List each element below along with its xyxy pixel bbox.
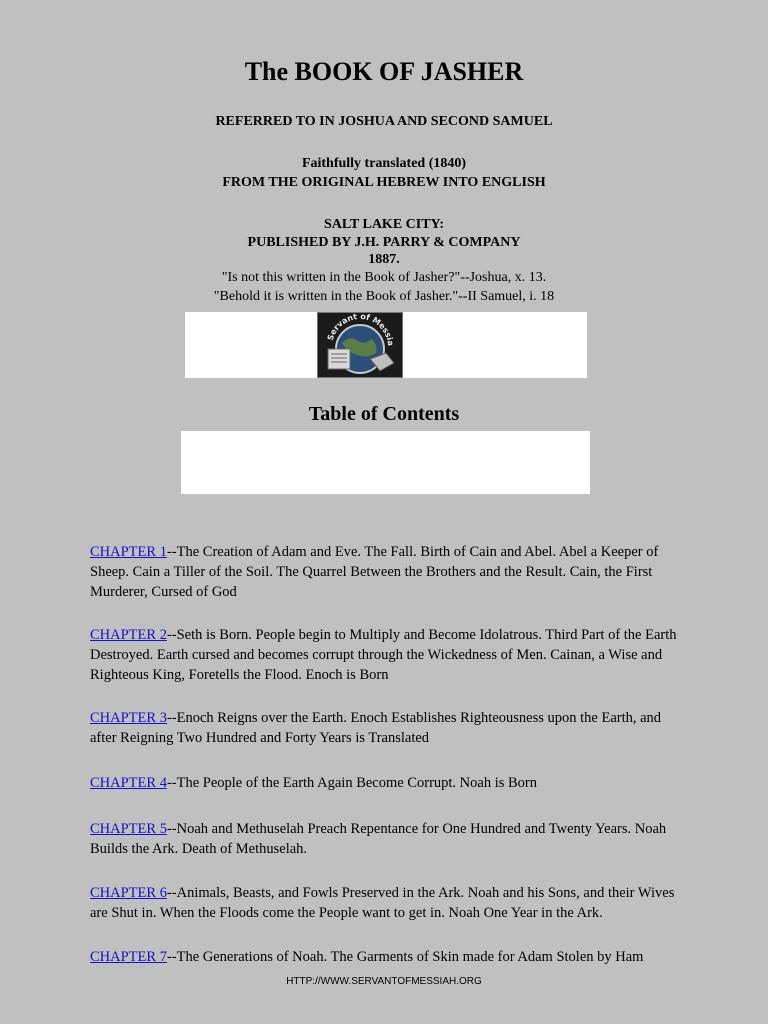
toc-blank-panel: [181, 431, 590, 494]
chapter-entry-2: [90, 625, 680, 685]
footer-url: HTTP://WWW.SERVANTOFMESSIAH.ORG: [286, 976, 482, 987]
joshua-quote: "Is not this written in the Book of Jasher?"--Joshua, x. 13.: [221, 270, 547, 285]
chapter-4-description: --The People of the Earth Again Become Corrupt. Noah is Born: [166, 775, 538, 791]
publication-year: 1887.: [368, 252, 400, 267]
chapter-entry-4: [90, 773, 680, 793]
chapter-1-link[interactable]: CHAPTER 1: [90, 544, 167, 560]
publisher-city: SALT LAKE CITY:: [323, 217, 445, 232]
chapter-7-description: --The Generations of Noah. The Garments of Skin made for Adam Stolen by Ham: [166, 949, 644, 965]
globe-scroll-icon: [318, 313, 402, 377]
book-subtitle: REFERRED TO IN JOSHUA AND SECOND SAMUEL: [215, 114, 553, 129]
servant-of-messiah-logo: [317, 312, 403, 378]
chapter-5-description: --Noah and Methuselah Preach Repentance for One Hundred and Twenty Years. Noah Builds the Ark. Death of Methuselah.: [90, 821, 667, 857]
translation-line-2: FROM THE ORIGINAL HEBREW INTO ENGLISH: [222, 175, 546, 190]
chapter-5-link[interactable]: CHAPTER 5: [90, 821, 167, 837]
table-of-contents-heading: Table of Contents: [308, 403, 460, 425]
publisher-name: PUBLISHED BY J.H. PARRY & COMPANY: [247, 235, 521, 250]
chapter-1-description: --The Creation of Adam and Eve. The Fall. Birth of Cain and Abel. Abel a Keeper of Sheep. Cain a Tiller of the Soil. The Quarrel Between the Brothers and the Result. Cain, the First Murderer, Cursed of God: [90, 544, 659, 600]
samuel-quote: "Behold it is written in the Book of Jasher."--II Samuel, i. 18: [213, 289, 555, 304]
chapter-entry-7: [90, 947, 680, 967]
chapter-2-description: --Seth is Born. People begin to Multiply and Become Idolatrous. Third Part of the Earth Destroyed. Earth cursed and becomes corrupt through the Wickedness of Men. Cainan, a Wise and Righteous King, Foretells the Flood. Enoch is Born: [90, 627, 677, 683]
chapter-entry-6: [90, 883, 680, 923]
book-title: The BOOK OF JASHER: [244, 57, 524, 86]
chapter-2-link[interactable]: CHAPTER 2: [90, 627, 167, 643]
chapter-entry-1: [90, 542, 680, 602]
chapter-3-link[interactable]: CHAPTER 3: [90, 710, 167, 726]
translation-line-1: Faithfully translated (1840): [301, 156, 467, 171]
logo-panel: [185, 312, 587, 378]
chapter-7-link[interactable]: CHAPTER 7: [90, 949, 167, 965]
chapter-entry-3: [90, 708, 680, 748]
svg-text:Servant of Messiah: Servant of Messia: [325, 313, 396, 347]
chapter-3-description: --Enoch Reigns over the Earth. Enoch Establishes Righteousness upon the Earth, and after Reigning Two Hundred and Forty Years is Translated: [90, 710, 662, 746]
chapter-6-link[interactable]: CHAPTER 6: [90, 885, 167, 901]
chapter-entry-5: [90, 819, 680, 859]
chapter-6-description: --Animals, Beasts, and Fowls Preserved in the Ark. Noah and his Sons, and their Wives are Shut in. When the Floods come the People want to get in. Noah One Year in the Ark.: [90, 885, 675, 921]
chapter-4-link[interactable]: CHAPTER 4: [90, 775, 167, 791]
